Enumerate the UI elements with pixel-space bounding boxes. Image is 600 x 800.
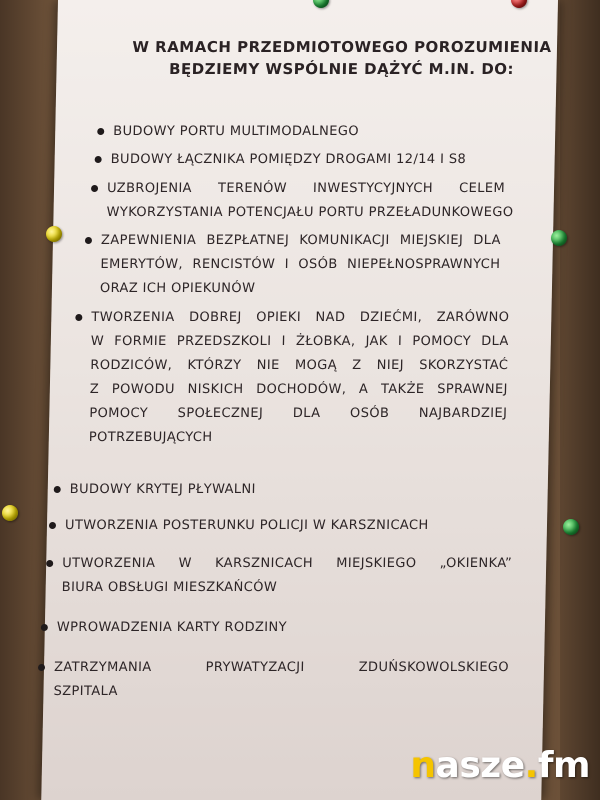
list-item xyxy=(110,148,467,172)
item-line: TWORZENIA DOBREJ OPIEKI NAD DZIEĆMI, ZARÓWNO xyxy=(91,310,510,325)
list-item xyxy=(53,656,509,704)
item-line: ORAZ ICH OPIEKUNÓW xyxy=(99,281,256,296)
item-line: W FORMIE PRZEDSZKOLI I ŻŁOBKA, JAK I POMOCY DLA xyxy=(90,334,509,349)
bullet-icon xyxy=(95,156,102,163)
nasze-fm-logo: nasze.fm xyxy=(410,745,590,786)
title-line-2: BĘDZIEMY WSPÓLNIE DĄŻYĆ M.IN. DO: xyxy=(168,60,515,78)
bullet-icon xyxy=(54,486,61,493)
list-item xyxy=(100,229,502,301)
item-line: BUDOWY ŁĄCZNIKA POMIĘDZY DROGAMI 12/14 I S8 xyxy=(110,152,467,167)
green-pin-icon xyxy=(563,519,579,535)
list-item xyxy=(61,552,512,600)
list-item xyxy=(106,177,514,225)
list-item xyxy=(65,514,466,538)
wall-background xyxy=(560,0,600,800)
item-line: BIURA OBSŁUGI MIESZKAŃCÓW xyxy=(61,580,278,595)
yellow-pin-icon xyxy=(2,505,18,521)
bullet-icon xyxy=(85,237,92,244)
poster-title xyxy=(116,36,567,80)
item-line: WPROWADZENIA KARTY RODZINY xyxy=(56,620,288,635)
bullet-icon xyxy=(38,664,45,671)
bullet-icon xyxy=(97,128,104,135)
bullet-icon xyxy=(49,522,56,529)
item-line: Z POWODU NISKICH DOCHODÓW, A TAKŻE SPRAWNEJ xyxy=(89,382,508,397)
item-line: UTWORZENIA W KARSZNICACH MIEJSKIEGO „OKIENKA” xyxy=(62,556,513,571)
yellow-pin-icon xyxy=(46,226,62,242)
item-line: POMOCY SPOŁECZNEJ DLA OSÓB NAJBARDZIEJ xyxy=(89,406,508,421)
list-item xyxy=(113,120,364,144)
item-line: WYKORZYSTANIA POTENCJAŁU PORTU PRZEŁADUNKOWEGO xyxy=(106,205,514,220)
item-line: BUDOWY KRYTEJ PŁYWALNI xyxy=(69,482,257,497)
item-line: EMERYTÓW, RENCISTÓW I OSÓB NIEPEŁNOSPRAWNYCH xyxy=(100,257,501,272)
list-item xyxy=(57,616,338,640)
item-line: SZPITALA xyxy=(53,684,118,699)
item-line: BUDOWY PORTU MULTIMODALNEGO xyxy=(113,124,360,139)
poster xyxy=(41,0,558,800)
bullet-icon xyxy=(75,314,82,321)
item-line: ZATRZYMANIA PRYWATYZACJI ZDUŃSKOWOLSKIEGO xyxy=(53,660,510,675)
list-item xyxy=(69,478,257,502)
item-line: UTWORZENIA POSTERUNKU POLICJI W KARSZNICACH xyxy=(64,518,429,533)
list-item xyxy=(89,306,510,450)
item-line: ZAPEWNIENIA BEZPŁATNEJ KOMUNIKACJI MIEJSKIEJ DLA xyxy=(100,233,502,248)
item-line: UZBROJENIA TERENÓW INWESTYCYJNYCH CELEM xyxy=(106,181,506,196)
item-line: POTRZEBUJĄCYCH xyxy=(88,430,213,445)
bullet-icon xyxy=(41,624,48,631)
item-line: RODZICÓW, KTÓRZY NIE MOGĄ Z NIEJ SKORZYSTAĆ xyxy=(90,358,509,373)
bullet-icon xyxy=(46,560,53,567)
green-pin-icon xyxy=(551,230,567,246)
title-line-1: W RAMACH PRZEDMIOTOWEGO POROZUMIENIA xyxy=(132,38,552,56)
bullet-icon xyxy=(91,185,98,192)
